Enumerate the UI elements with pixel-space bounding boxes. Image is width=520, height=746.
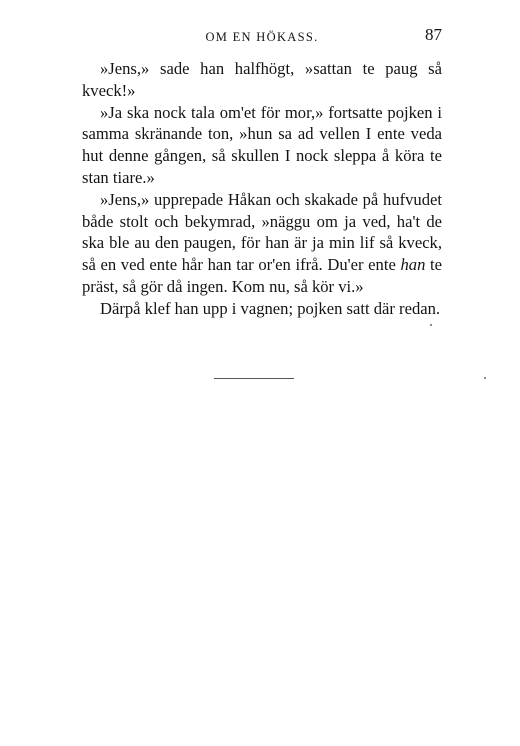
print-speck [430, 324, 432, 326]
body-text [82, 58, 442, 320]
running-title: OM EN HÖKASS. [205, 30, 319, 44]
running-head [82, 27, 442, 47]
print-speck [484, 377, 486, 379]
page-number: 87 [425, 25, 442, 44]
paragraph-3 [82, 189, 442, 298]
paragraph-3-text-end: te präst, så gör då ingen. Kom nu, så kör vi.» [82, 255, 442, 296]
paragraph-3-emphasis: han [400, 255, 426, 275]
paragraph-1: »Jens,» sade han halfhögt, »sattan te paug så kveck!» [82, 59, 442, 100]
paragraph-3-text-start: »Jens,» upprepade Håkan och skakade på hufvudet både stolt och bekymrad, »näggu om ja ved, ha't de ska ble au den paugen, för han är ja min lif så kveck, så en ved ente hår han tar or'en ifrå. Du'er ente [82, 189, 442, 275]
paragraph-4: Därpå klef han upp i vagnen; pojken satt där redan. [100, 298, 441, 318]
section-divider [214, 378, 294, 379]
paragraph-2: »Ja ska nock tala om'et för mor,» fortsatte pojken i samma skränande ton, »hun sa ad vellen I ente veda hut denne gången, så skullen I nock sleppa å köra te stan tiare.» [82, 102, 442, 187]
